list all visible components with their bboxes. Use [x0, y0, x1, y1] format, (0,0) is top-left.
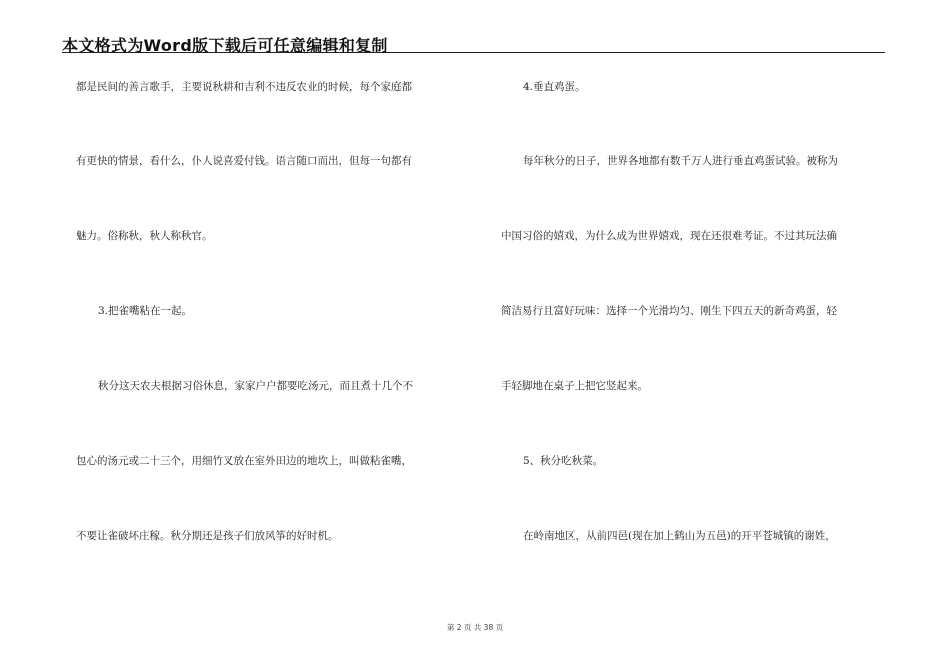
- text-line: 在岭南地区，从前四邑(现在加上鹤山为五邑)的开平苍城镇的谢姓，: [523, 530, 836, 542]
- text-line: 中国习俗的嬉戏，为什么成为世界嬉戏，现在还很难考证。不过其玩法确: [501, 230, 837, 242]
- left-column: [76, 0, 476, 672]
- text-line: 简洁易行且富好玩味：选择一个光滑均匀、刚生下四五天的新奇鸡蛋，轻: [501, 305, 837, 317]
- text-line: 不要让雀破坏庄稼。秋分期还是孩子们放风筝的好时机。: [76, 530, 339, 542]
- section-heading: 3.把雀嘴粘在一起。: [98, 305, 193, 317]
- text-line: 魅力。俗称秋，秋人称秋官。: [76, 230, 213, 242]
- text-line: 都是民间的善言歌手，主要说秋耕和吉利不违反农业的时候，每个家庭都: [76, 81, 412, 93]
- text-line: 每年秋分的日子，世界各地都有数千万人进行垂直鸡蛋试验。被称为: [523, 155, 838, 167]
- right-column: [501, 0, 887, 672]
- text-line: 秋分这天农夫根据习俗休息，家家户户都要吃汤元，而且煮十几个不: [98, 380, 413, 392]
- text-line: 包心的汤元或二十三个，用细竹叉放在室外田边的地坎上，叫做粘雀嘴，: [76, 455, 412, 467]
- section-heading: 4.垂直鸡蛋。: [523, 81, 586, 93]
- page-number: 第 2 页 共 38 页: [446, 623, 504, 632]
- text-line: 手轻脚地在桌子上把它竖起来。: [501, 380, 648, 392]
- page-header-title: 本文格式为Word版下载后可任意编辑和复制: [62, 36, 388, 55]
- text-line: 有更快的情景，看什么，仆人说喜爱付钱。语言随口而出，但每一句都有: [76, 155, 412, 167]
- section-heading: 5、秋分吃秋菜。: [523, 455, 604, 467]
